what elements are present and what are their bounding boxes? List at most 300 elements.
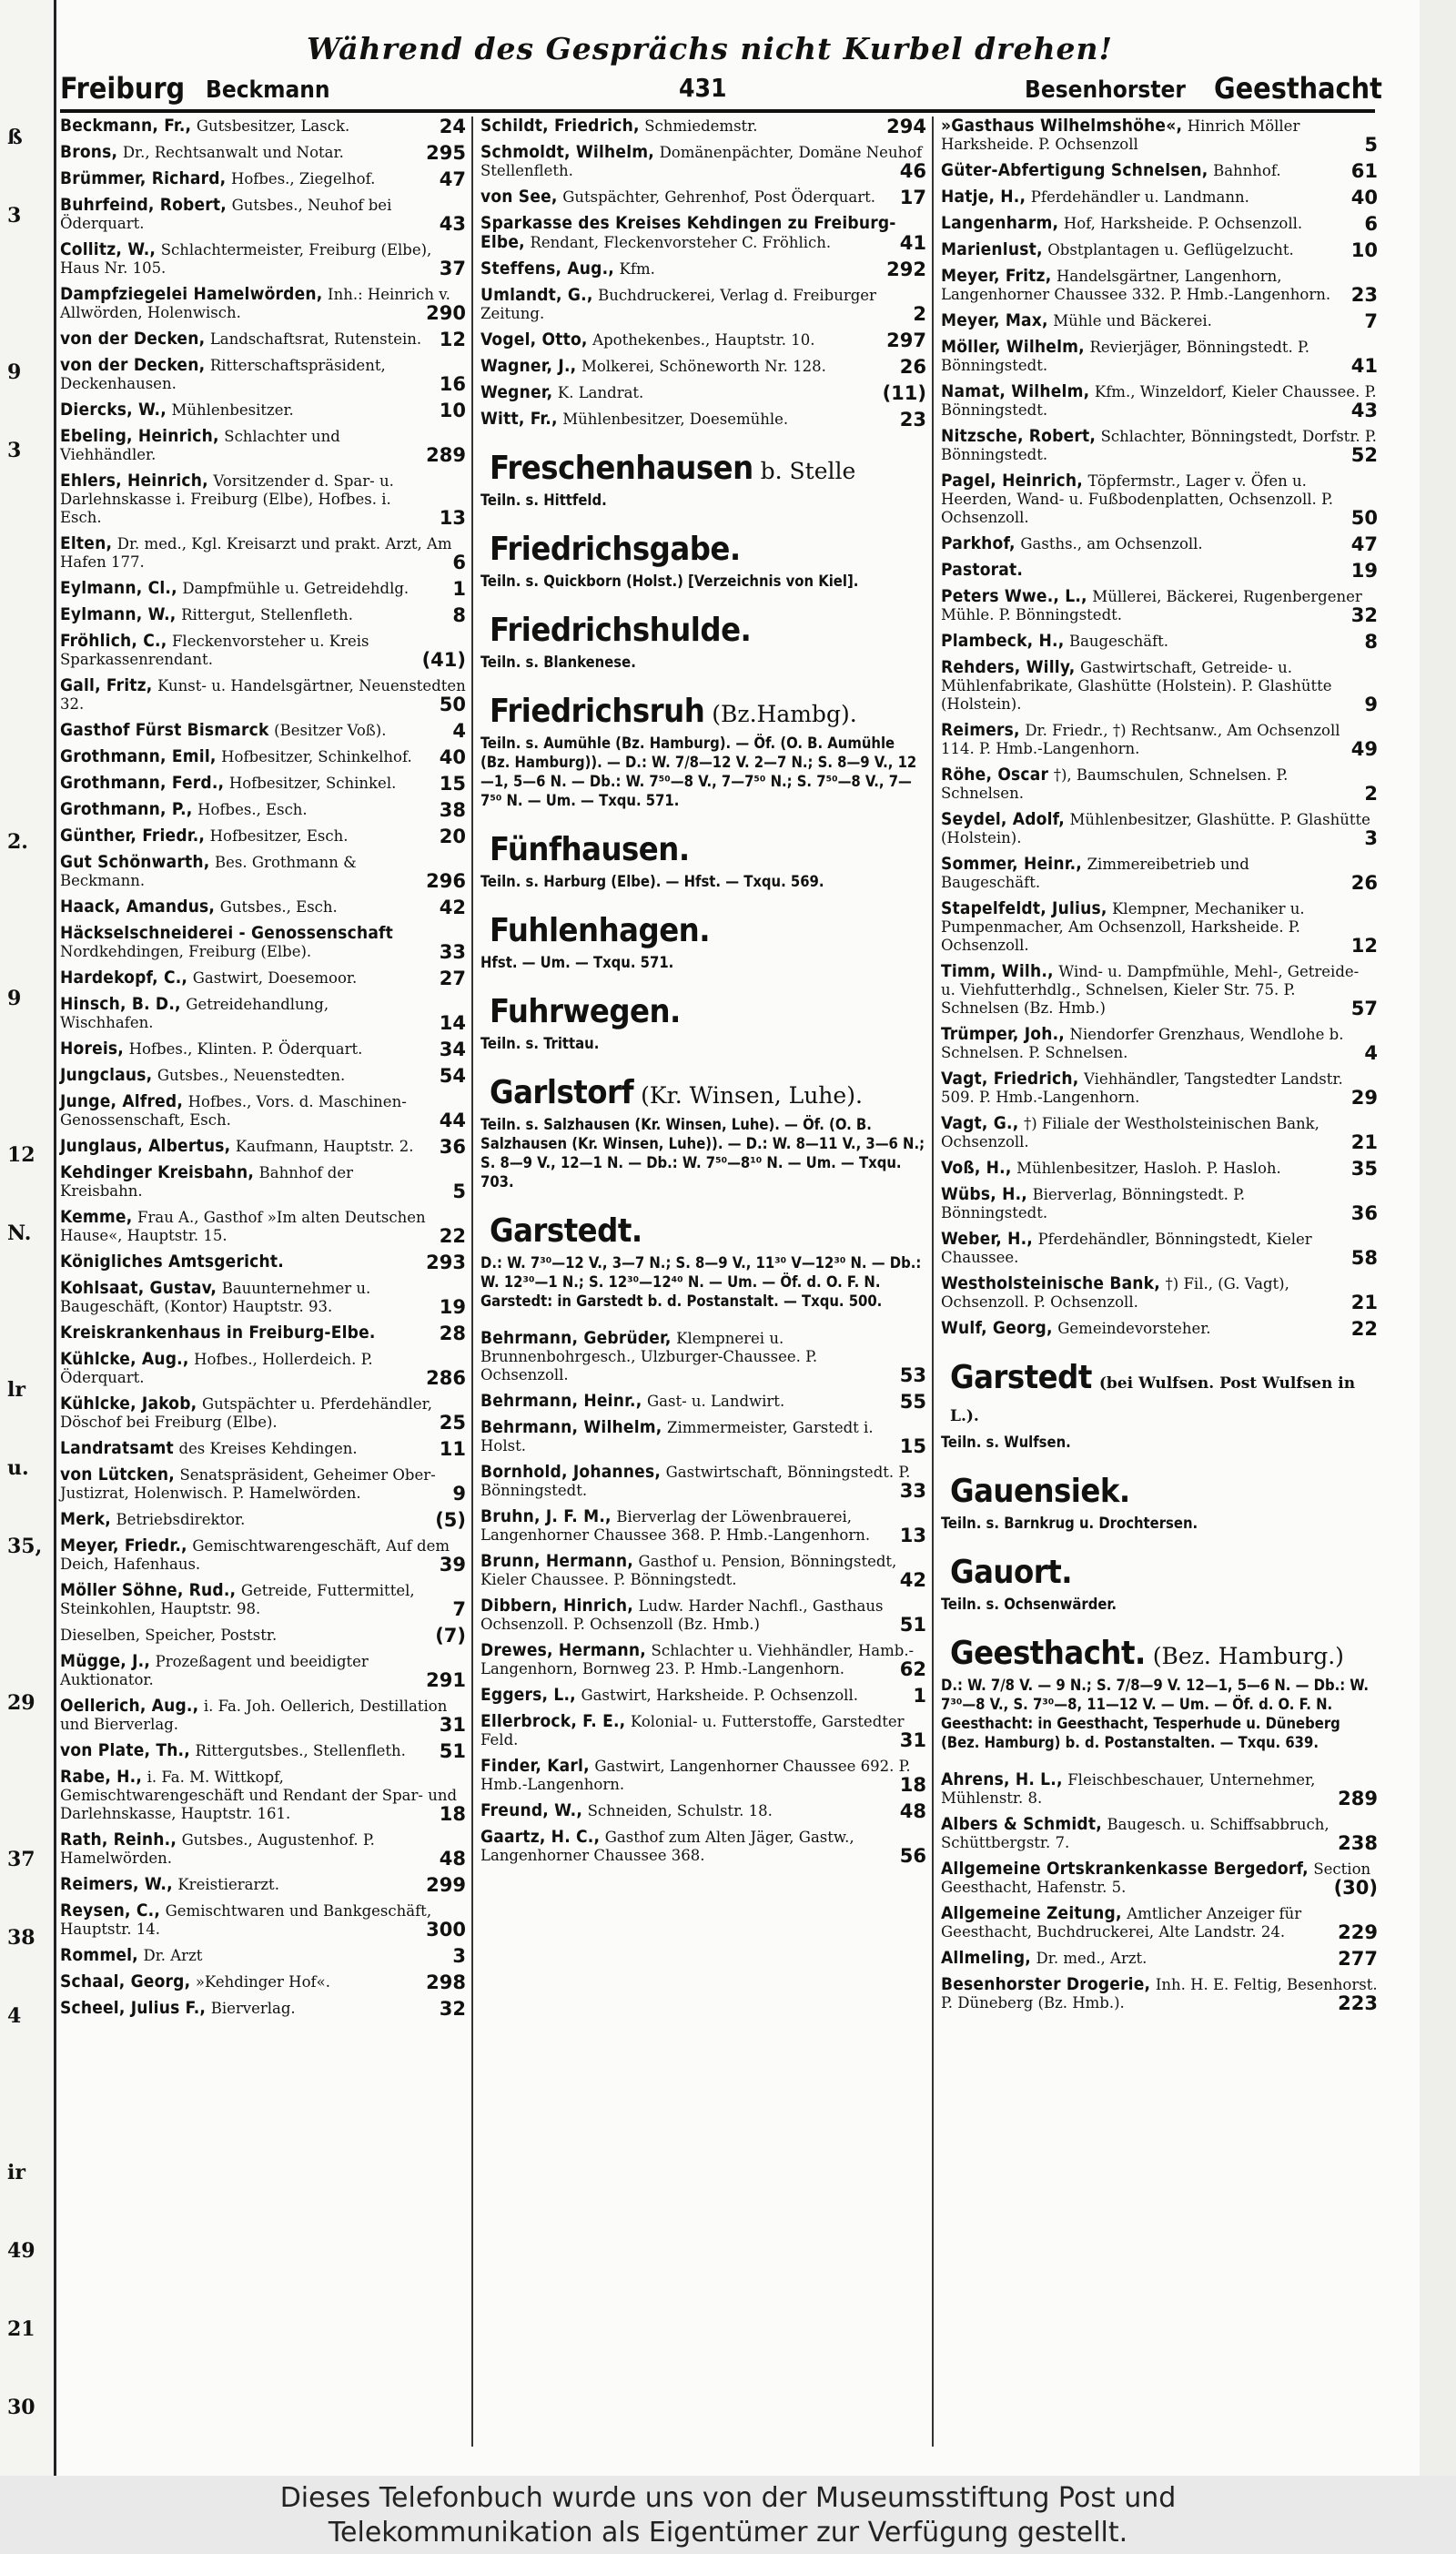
phone-number: 4 <box>447 722 466 740</box>
phone-number: 19 <box>434 1298 466 1316</box>
subscriber-name: Stapelfeldt, Julius, <box>941 898 1107 918</box>
directory-entry <box>480 187 926 207</box>
phone-number: 229 <box>1332 1923 1378 1941</box>
subscriber-details: Bierverlag. <box>210 2000 296 2017</box>
directory-entry <box>941 1975 1378 2012</box>
directory-entry <box>941 1815 1378 1852</box>
subscriber-details: Gastwirtschaft, Bönningstedt. P. Bönningstedt. <box>480 1464 911 1499</box>
subscriber-details: K. Landrat. <box>557 384 644 401</box>
subscriber-details: Gastwirt, Doesemoor. <box>192 969 358 987</box>
entry-text <box>60 144 388 162</box>
phone-number: 31 <box>895 1731 926 1749</box>
place-details: Teiln. s. Aumühle (Bz. Hamburg). — Öf. (O. B. Aumühle (Bz. Hamburg)). — D.: W. 7/8—12 V. 2—7 N.; S. 8—9 V., 12—1, 5—6 N. — Db.: W. 7⁵⁰—8 V., 7—7⁵⁰ N.; S. 7⁵⁰—8 V., 7—7⁵⁰ N. — Um. — Txqu. 571. <box>480 735 917 809</box>
subscriber-details: Bahnhof. <box>1213 162 1281 179</box>
subscriber-name: Bornhold, Johannes, <box>480 1462 662 1482</box>
phone-number: (5) <box>430 1511 466 1529</box>
entry-text <box>480 1758 911 1794</box>
subscriber-details: Getreidehandlung, Wischhafen. <box>60 996 329 1031</box>
subscriber-details: Müllerei, Bäckerei, Rugenbergener Mühle. P. Bönningstedt. <box>941 588 1362 623</box>
directory-entry <box>480 1507 926 1545</box>
subscriber-details: Molkerei, Schöneworth Nr. 128. <box>581 358 826 375</box>
phone-number: 50 <box>434 695 466 714</box>
directory-entry <box>60 1394 466 1432</box>
entry-text <box>60 535 452 572</box>
entry-text <box>60 1253 328 1272</box>
phone-number: 277 <box>1332 1950 1378 1968</box>
subscriber-details: Gast- u. Landwirt. <box>646 1393 785 1410</box>
entry-text <box>480 1642 914 1678</box>
entry-text <box>60 1351 373 1387</box>
place-details: D.: W. 7/8 V. — 9 N.; S. 7/8—9 V. 12—1, 5—6 N. — Db.: W. 7³⁰—8 V., S. 7³⁰—8, 11—12 V. — Um. — Öf. d. O. F. N. Geesthacht: in Geesthacht, Tesperhude u. Düneberg (Bez. Hamburg) b. d. Postanstalten. — Txqu. 639. <box>941 1677 1369 1751</box>
subscriber-details: Bes. Grothmann & Beckmann. <box>60 854 357 889</box>
directory-entry <box>60 747 466 766</box>
subscriber-name: Pagel, Heinrich, <box>941 471 1083 491</box>
subscriber-details: Gasths., am Ochsenzoll. <box>1020 535 1203 552</box>
directory-entry <box>60 471 466 527</box>
subscriber-details: †) Fil., (G. Vagt), Ochsenzoll. P. Ochsenzoll. <box>941 1275 1289 1311</box>
phone-number: 48 <box>434 1850 466 1868</box>
subscriber-details: Bahnhof der Kreisbahn. <box>60 1164 353 1200</box>
entry-text <box>60 633 369 669</box>
subscriber-details: Gastwirt, Langenhorner Chaussee 692. P. Hmb.-Langenhorn. <box>480 1758 911 1793</box>
subscriber-name: Kemme, <box>60 1207 133 1227</box>
phone-number: 223 <box>1332 1994 1378 2012</box>
entry-text <box>60 1093 407 1130</box>
subscriber-name: Reimers, W., <box>60 1874 173 1894</box>
subscriber-details: Landschaftsrat, Rutenstein. <box>209 330 422 348</box>
subscriber-name: Gasthof Fürst Bismarck <box>60 720 269 740</box>
directory-entry <box>941 311 1378 330</box>
directory-entry <box>60 356 466 393</box>
entry-text <box>480 1508 914 1545</box>
entry-text <box>60 197 391 233</box>
directory-entry <box>60 534 466 572</box>
subscriber-name: »Gasthaus Wilhelmshöhe«, <box>941 116 1183 136</box>
directory-entry <box>480 214 926 252</box>
entry-text <box>480 1802 816 1820</box>
adjacent-page-fragment: N. <box>7 1221 32 1245</box>
subscriber-details: Hofbes., Esch. <box>197 801 308 818</box>
directory-entry <box>941 382 1378 420</box>
subscriber-name: Hatje, H., <box>941 187 1026 207</box>
phone-number: 51 <box>434 1742 466 1760</box>
running-header <box>60 71 1382 106</box>
subscriber-details: Hof, Harksheide. P. Ochsenzoll. <box>1063 215 1303 232</box>
place-heading-fuhrwegen <box>480 993 926 1053</box>
subscriber-name: Plambeck, H., <box>941 631 1065 651</box>
subscriber-details: Klempner, Mechaniker u. Pumpenmacher, Am Ochsenzoll, Harksheide. P. Ochsenzoll. <box>941 900 1305 954</box>
subscriber-name: Allgemeine Ortskrankenkasse Bergedorf, <box>941 1859 1309 1879</box>
subscriber-name: Weber, H., <box>941 1229 1033 1249</box>
phone-number: 10 <box>434 401 466 420</box>
directory-entry <box>60 1626 466 1645</box>
directory-entry <box>941 1949 1378 1968</box>
directory-entry <box>60 1652 466 1689</box>
entry-text <box>60 925 393 961</box>
subscriber-name: Grothmann, P., <box>60 799 193 819</box>
subscriber-name: Junglaus, Albertus, <box>60 1136 231 1156</box>
phone-number: 48 <box>895 1802 926 1820</box>
subscriber-name: Horeis, <box>60 1039 125 1059</box>
entry-text <box>60 969 400 988</box>
phone-number: 11 <box>434 1440 466 1458</box>
subscriber-details: Schlachter, Bönningstedt, Dorfstr. P. Bönningstedt. <box>941 428 1377 463</box>
directory-entry <box>60 1901 466 1939</box>
phone-number: 10 <box>1346 241 1378 259</box>
subscriber-details: i. Fa. Joh. Oellerich, Destillation und Bierverlag. <box>60 1698 448 1733</box>
subscriber-name: Grothmann, Emil, <box>60 746 217 766</box>
garstedt-entries-continued <box>941 117 1378 1338</box>
phone-number: 53 <box>895 1366 926 1384</box>
entry-text <box>60 1742 450 1760</box>
phone-number: 54 <box>434 1067 466 1085</box>
directory-entry <box>480 1329 926 1384</box>
phone-number: 23 <box>1346 286 1378 304</box>
phone-number: 36 <box>434 1138 466 1156</box>
subscriber-details: Mühle und Bäckerei. <box>1053 312 1212 329</box>
phone-number: (41) <box>417 651 466 669</box>
subscriber-details: Kfm. <box>619 260 655 278</box>
directory-entry <box>60 240 466 278</box>
subscriber-details: Gemischtwaren und Bankgeschäft, Hauptstr. 14. <box>60 1902 432 1938</box>
phone-number: (30) <box>1329 1879 1378 1897</box>
adjacent-page-fragment: 37 <box>7 1848 35 1871</box>
subscriber-name: Marienlust, <box>941 239 1043 259</box>
directory-entry <box>60 196 466 233</box>
subscriber-name: Wagner, J., <box>480 356 577 376</box>
subscriber-details: Wind- u. Dampfmühle, Mehl-, Getreide- u. Viehfutterhdlg., Schnelsen, Kieler Str. 75. P. Schnelsen (Bz. Hmb.) <box>941 963 1360 1017</box>
entry-text <box>60 1138 457 1156</box>
subscriber-details: Mühlenbesitzer, Doesemühle. <box>562 410 789 428</box>
subscriber-name: Vagt, Friedrich, <box>941 1069 1079 1089</box>
phone-number: 4 <box>1359 1044 1378 1062</box>
phone-number: 291 <box>420 1671 466 1689</box>
subscriber-name: Sommer, Heinr., <box>941 854 1082 874</box>
subscriber-details: Ritterschaftspräsident, Deckenhausen. <box>60 357 386 392</box>
phone-number: 38 <box>434 801 466 819</box>
place-name: Garstedt <box>950 1359 1092 1396</box>
subscriber-details: †) Filiale der Westholsteinischen Bank, Ochsenzoll. <box>941 1115 1320 1150</box>
directory-entry <box>60 1510 466 1529</box>
phone-number: 2 <box>907 305 926 323</box>
phone-number: 8 <box>1359 633 1378 651</box>
subscriber-name: Freund, W., <box>480 1800 583 1820</box>
subscriber-details: Gastwirt, Harksheide. P. Ochsenzoll. <box>581 1687 858 1704</box>
directory-entry <box>480 357 926 376</box>
adjacent-page-fragment: 12 <box>7 1143 35 1167</box>
entry-text <box>480 1829 854 1865</box>
phone-number: 52 <box>1346 446 1378 464</box>
header-name-right: Besenhorster <box>1025 76 1186 104</box>
subscriber-name: Umlandt, G., <box>480 285 593 305</box>
place-heading-geesthacht <box>941 1635 1378 1752</box>
place-name: Garstedt. <box>490 1212 642 1250</box>
directory-entry <box>60 285 466 322</box>
phone-number: 18 <box>434 1805 466 1823</box>
subscriber-name: Drewes, Hermann, <box>480 1640 646 1660</box>
phone-number: 2 <box>1359 785 1378 803</box>
subscriber-details: Gemeindevorsteher. <box>1057 1320 1211 1337</box>
adjacent-page-fragment: 9 <box>7 360 22 384</box>
subscriber-details: Bauunternehmer u. Baugeschäft, (Kontor) Hauptstr. 93. <box>60 1280 371 1315</box>
subscriber-details: Mühlenbesitzer. <box>171 401 294 419</box>
directory-entry <box>941 117 1378 154</box>
subscriber-name: Wübs, H., <box>941 1184 1027 1204</box>
entry-text <box>480 287 876 323</box>
entry-text <box>60 472 394 527</box>
entry-text <box>480 410 832 429</box>
entry-text <box>941 562 1067 580</box>
directory-entry <box>60 605 466 624</box>
subscriber-name: Rommel, <box>60 1945 138 1965</box>
phone-number: 41 <box>895 234 926 252</box>
place-name: Friedrichsruh <box>490 693 705 730</box>
subscriber-name: Dampfziegelei Hamelwörden, <box>60 284 323 304</box>
entry-text <box>480 144 922 180</box>
subscriber-details: Rittergut, Stellenfleth. <box>181 606 353 623</box>
subscriber-details: Dr. med., Kgl. Kreisarzt und prakt. Arzt, Am Hafen 177. <box>60 535 452 571</box>
directory-entry <box>60 1875 466 1894</box>
phone-number: 9 <box>447 1485 466 1503</box>
place-details: D.: W. 7³⁰—12 V., 3—7 N.; S. 8—9 V., 11³⁰ V—12³⁰ N. — Db.: W. 12³⁰—1 N.; S. 12³⁰—12⁴⁰ N. — Um. — Öf. d. O. F. N. Garstedt: in Garstedt b. d. Postanstalt. — Txqu. 500. <box>480 1254 922 1310</box>
directory-entry <box>941 1319 1378 1338</box>
subscriber-details: Frau A., Gasthof »Im alten Deutschen Hause«, Hauptstr. 15. <box>60 1209 426 1244</box>
directory-entry <box>480 1552 926 1589</box>
entry-text <box>480 1419 874 1455</box>
directory-entry <box>941 427 1378 464</box>
phone-number: 47 <box>1346 535 1378 553</box>
subscriber-name: Häckselschneiderei - Genossenschaft <box>60 923 394 943</box>
directory-entry <box>941 899 1378 955</box>
subscriber-details: Hofbesitzer, Esch. <box>209 827 349 845</box>
entry-text <box>941 963 1359 1018</box>
entry-text <box>480 188 919 207</box>
subscriber-details: Fleischbeschauer, Unternehmer, Mühlenstr. 8. <box>941 1771 1316 1807</box>
directory-entry <box>60 1066 466 1085</box>
entry-text <box>60 1324 420 1343</box>
phone-number: 299 <box>420 1876 466 1894</box>
subscriber-details: i. Fa. M. Wittkopf, Gemischtwarengeschäft und Rendant der Spar- und Darlehnskasse, Hauptstr. 161. <box>60 1769 458 1822</box>
entry-text <box>60 1537 450 1574</box>
subscriber-name: Meyer, Max, <box>941 310 1048 330</box>
directory-entry <box>60 1741 466 1760</box>
directory-entry <box>941 1185 1378 1222</box>
entry-text <box>941 1186 1245 1222</box>
place-heading-fuenfhausen <box>480 831 926 891</box>
place-heading-freschenhausen <box>480 450 926 510</box>
phone-number: 16 <box>434 375 466 393</box>
phone-number: 37 <box>434 259 466 278</box>
phone-number: 292 <box>881 260 926 279</box>
subscriber-name: Meyer, Friedr., <box>60 1535 187 1556</box>
subscriber-name: Kreiskrankenhaus in Freiburg-Elbe. <box>60 1323 376 1343</box>
subscriber-details: Kunst- u. Handelsgärtner, Neuenstedten 32. <box>60 677 466 713</box>
directory-entry <box>480 117 926 136</box>
directory-entry <box>941 471 1378 527</box>
subscriber-name: Eylmann, W., <box>60 604 177 624</box>
entry-text <box>941 1115 1320 1151</box>
phone-number: 51 <box>895 1616 926 1634</box>
entry-text <box>941 535 1247 553</box>
entry-text <box>60 996 329 1032</box>
directory-entry <box>60 968 466 988</box>
entry-text <box>941 472 1333 527</box>
subscriber-details: Gutsbes., Neuenstedten. <box>157 1067 346 1084</box>
entry-text <box>941 241 1338 259</box>
entry-text <box>941 588 1362 624</box>
subscriber-name: Dibbern, Hinrich, <box>480 1596 633 1616</box>
subscriber-name: Brümmer, Richard, <box>60 168 227 188</box>
column-3 <box>941 117 1378 2020</box>
phone-number: 57 <box>1346 999 1378 1018</box>
directory-entry <box>480 1641 926 1678</box>
subscriber-details: Gutsbes., Augustenhof. P. Hamelwörden. <box>60 1831 375 1867</box>
subscriber-details: Dr., Rechtsanwalt und Notar. <box>122 144 344 161</box>
directory-entry <box>60 1999 466 2018</box>
phone-number: 61 <box>1346 162 1378 180</box>
subscriber-name: Reysen, C., <box>60 1900 161 1921</box>
subscriber-name: Günther, Friedr., <box>60 826 206 846</box>
entry-text <box>60 428 340 464</box>
phone-number: 56 <box>895 1847 926 1865</box>
place-name: Gauensiek. <box>950 1473 1130 1510</box>
entry-text <box>60 1511 288 1529</box>
directory-entry <box>480 1418 926 1455</box>
phone-number: 33 <box>434 943 466 961</box>
subscriber-details: Dieselben, Speicher, Poststr. <box>60 1627 278 1644</box>
subscriber-details: Gutsbes., Esch. <box>219 898 338 916</box>
entry-text <box>941 1320 1255 1338</box>
entry-text <box>941 215 1346 233</box>
subscriber-details: Gemischtwarengeschäft, Auf dem Deich, Hafenhaus. <box>60 1537 450 1573</box>
attribution-text <box>0 2481 1456 2550</box>
subscriber-name: Königliches Amtsgericht. <box>60 1252 284 1272</box>
subscriber-name: Westholsteinische Bank, <box>941 1273 1160 1293</box>
entry-text <box>480 1553 896 1589</box>
geesthacht-entries <box>941 1770 1378 2012</box>
entry-text <box>941 633 1212 651</box>
phone-number: 3 <box>447 1947 466 1965</box>
subscriber-name: Oellerich, Aug., <box>60 1696 199 1716</box>
entry-text <box>941 428 1377 464</box>
phone-number: 1 <box>907 1687 926 1705</box>
subscriber-details: Domänenpächter, Domäne Neuhof Stellenfleth. <box>480 144 923 179</box>
entry-text <box>60 1831 375 1868</box>
directory-entry <box>480 1686 926 1705</box>
phone-number: 19 <box>1346 562 1378 580</box>
subscriber-name: Junge, Alfred, <box>60 1091 184 1111</box>
directory-entry <box>941 632 1378 651</box>
phone-number: 34 <box>434 1040 466 1059</box>
place-heading-garlstorf <box>480 1074 926 1191</box>
directory-entry <box>60 1323 466 1343</box>
subscriber-details: Amtlicher Anzeiger für Geesthacht, Buchdruckerei, Alte Landstr. 24. <box>941 1905 1302 1941</box>
subscriber-details: Gutsbes., Neuhof bei Öderquart. <box>60 197 392 232</box>
entry-text <box>60 1040 406 1059</box>
adjacent-page-fragment: 30 <box>7 2396 35 2419</box>
phone-number: 5 <box>1359 136 1378 154</box>
directory-entry <box>480 1801 926 1820</box>
subscriber-details: Gutspächter u. Pferdehändler, Döschof bei Freiburg (Elbe). <box>60 1395 432 1431</box>
directory-entry <box>941 161 1378 180</box>
place-details: Teiln. s. Ochsenwärder. <box>941 1596 1117 1613</box>
adjacent-page-strip <box>0 0 56 2476</box>
subscriber-name: Schildt, Friedrich, <box>480 116 640 136</box>
entry-text <box>60 606 397 624</box>
subscriber-name: Besenhorster Drogerie, <box>941 1974 1151 1994</box>
phone-number: 9 <box>1359 695 1378 714</box>
directory-entry <box>941 765 1378 803</box>
place-details: Teiln. s. Wulfsen. <box>941 1434 1071 1451</box>
entry-text <box>941 811 1370 847</box>
subscriber-details: Kfm., Winzeldorf, Kieler Chaussee. P. Bönningstedt. <box>941 383 1377 419</box>
subscriber-details: Betriebsdirektor. <box>116 1511 246 1528</box>
place-qualifier: (Bez. Hamburg.) <box>1152 1643 1344 1669</box>
subscriber-name: Behrmann, Gebrüder, <box>480 1328 672 1348</box>
subscriber-name: Bruhn, J. F. M., <box>480 1506 612 1526</box>
entry-text <box>60 1395 432 1432</box>
subscriber-details: Bierverlag der Löwenbrauerei, Langenhorner Chaussee 368. P. Hmb.-Langenhorn. <box>480 1508 871 1544</box>
directory-entry <box>60 1465 466 1503</box>
directory-entry <box>941 658 1378 714</box>
subscriber-details: Vorsitzender d. Spar- u. Darlehnskasse i. Freiburg (Elbe), Hofbes. i. Esch. <box>60 472 394 526</box>
phone-number: 49 <box>1346 740 1378 758</box>
entry-text <box>480 384 687 402</box>
entry-text <box>60 1769 457 1823</box>
subscriber-details: Mühlenbesitzer, Glashütte. P. Glashütte (Holstein). <box>941 811 1370 846</box>
directory-entry <box>60 774 466 793</box>
directory-entry <box>60 897 466 917</box>
subscriber-details: Hofbesitzer, Schinkelhof. <box>221 748 412 765</box>
subscriber-details: Gasthof u. Pension, Bönningstedt, Kieler Chaussee. P. Bönningstedt. <box>480 1553 897 1588</box>
subscriber-name: Schmoldt, Wilhelm, <box>480 142 654 162</box>
phone-number: 29 <box>1346 1089 1378 1107</box>
directory-entry <box>60 1208 466 1245</box>
adjacent-page-fragment: 49 <box>7 2239 35 2263</box>
entry-text <box>60 775 440 793</box>
directory-entry <box>480 1828 926 1865</box>
subscriber-name: Hardekopf, C., <box>60 968 188 988</box>
phone-number: 39 <box>434 1556 466 1574</box>
entry-text <box>60 1947 246 1965</box>
column-2 <box>480 117 926 1872</box>
subscriber-name: Vagt, G., <box>941 1113 1019 1133</box>
directory-entry <box>480 383 926 402</box>
entry-text <box>60 854 357 890</box>
entry-text <box>60 1466 436 1503</box>
phone-number: 62 <box>895 1660 926 1678</box>
phone-number: 1 <box>447 580 466 598</box>
header-city-right: Geesthacht <box>1214 71 1382 106</box>
adjacent-page-fragment: ir <box>7 2161 25 2184</box>
adjacent-page-fragment: 4 <box>7 2004 22 2028</box>
directory-entry <box>480 1596 926 1634</box>
subscriber-details: Schlachtermeister, Freiburg (Elbe), Haus Nr. 105. <box>60 241 432 277</box>
place-name: Friedrichshulde. <box>490 612 752 649</box>
directory-entry <box>60 1830 466 1868</box>
phone-number: 238 <box>1332 1834 1378 1852</box>
adjacent-page-fragment: 38 <box>7 1926 35 1950</box>
subscriber-name: Meyer, Fritz, <box>941 266 1052 286</box>
place-qualifier: (Bz.Hambg). <box>712 701 857 727</box>
directory-entry <box>941 1159 1378 1178</box>
directory-entry <box>941 1770 1378 1808</box>
place-heading-gauensiek <box>941 1473 1378 1533</box>
subscriber-details: Prozeßagent und beeidigter Auktionator. <box>60 1653 369 1688</box>
subscriber-details: Gutspächter, Gehrenhof, Post Öderquart. <box>562 188 875 206</box>
subscriber-name: Kühlcke, Jakob, <box>60 1394 197 1414</box>
entry-text <box>941 1976 1378 2012</box>
